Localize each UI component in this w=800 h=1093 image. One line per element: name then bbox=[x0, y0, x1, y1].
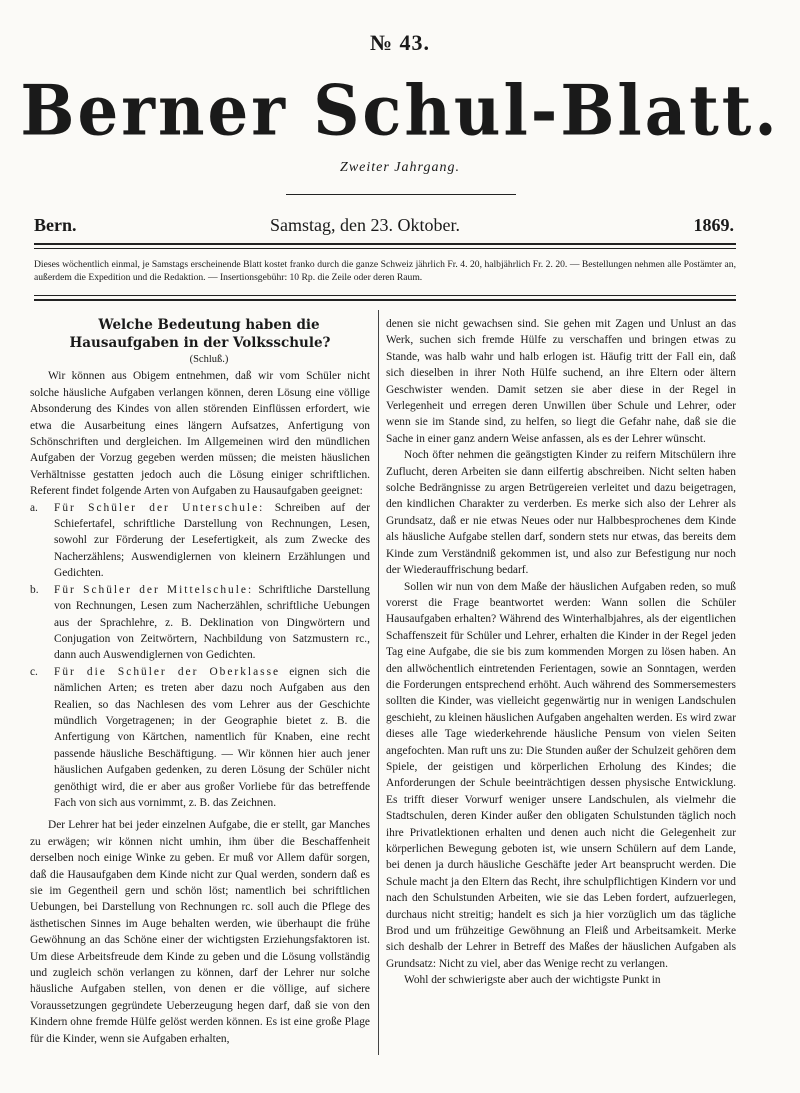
place: Bern. bbox=[34, 215, 77, 235]
newspaper-title: Berner Schul-Blatt. bbox=[20, 70, 780, 152]
list-heading: Für Schüler der Mittelschule: bbox=[54, 583, 254, 596]
intro-paragraph: Wir können aus Obigem entnehmen, daß wir vom Schüler nicht solche häusliche Aufgaben verlangen können, deren Lösung eine völlige Absonderung des Kindes von allen störenden Einflüssen erfordert, wie etwa die Ausarbeitung eines längern Aufsatzes, Anfertigung von Schönschriften und dergleichen. Im Allgemeinen wird den mündlichen Aufgaben der Vorzug gegeben werden müssen; die meisten häuslichen Verhältnisse gestatten jedoch auch die Lösung einiger schriftlichen. Referent findet folgende Arten von Aufgaben zu Hausaufgaben geeignet: bbox=[30, 370, 370, 498]
body-paragraph: Der Lehrer hat bei jeder einzelnen Aufgabe, die er stellt, gar Manches zu erwägen; wir können nicht umhin, ihm über die Beschaffenheit derselben noch einige Winke zu geben. Er muß vor Allem dafür sorgen, daß die Hausaufgaben dem Kinde nicht zur Qual werden, sondern daß es sie im Gegentheil gern und schön löst; namentlich bei schriftlichen Uebungen, bei Darstellung von Rechnungen rc. soll auch die Pflege des ästhetischen Sinnes im Auge behalten werden, wie überhaupt die frühe Gewöhnung an das Schöne einer der wichtigsten Erziehungsfaktoren ist. Um diese Arbeitsfreude dem Kinde zu geben und die Lösung vollständig und zugleich schön verlangen zu können, darf der Lehrer nur solche häusliche Aufgaben stellen, von denen er die völlige, auf sichere Voraussetzungen gegründete Ueberzeugung hegen darf, daß sie von den Kindern ohne fremde Hülfe gelöst werden können. Es ist eine große Plage für die Kinder, wenn sie Aufgaben erhalten, bbox=[30, 819, 370, 1045]
list-heading: Für die Schüler der Oberklasse bbox=[54, 665, 281, 678]
top-double-rule bbox=[34, 243, 736, 249]
body-paragraph: Sollen wir nun von dem Maße der häuslichen Aufgaben reden, so muß vorerst die Frage beantwortet werden: Wann sollen die Schüler Hausaufgaben erhalten? Während des Winterhalbjahres, als der eigentlichen Schaffenszeit für Schüler und Lehrer, erhalten die Kinder in der Regel jeden Tag eine Aufgabe, die sie bis zum kommenden Morgen zu lösen haben. An den allwöchentlich eintretenden Ferientagen, sowie an Sonntagen, werden die Forderungen entsprechend erhöht. Auch während des Sommersemesters sollten die Kinder, was vielleicht gegenwärtig nur in wenigen Landschulen geschieht, zu kleinen häuslichen Aufgaben angehalten werden. Es wird zwar dieses alle Tage wiederkehrende häusliche Pensum von vielen Seiten angefochten. Man ruft uns zu: Die Stunden außer der Schulzeit gehören dem Spiele, der geistigen und körperlichen Erholung des Kindes; die Anforderungen der Schule beeinträchtigen dessen physische Entwicklung. Es trifft dieser Vorwurf weniger unsere Landschulen, als vielmehr die Stadtschulen, deren Kinder außer den obligaten Schulstunden täglich noch ihre Privatlektionen erhalten und denen auch nicht die Gelegenheit zur körperlichen Bewegung geboten ist, wie unsern Schülern auf dem Lande, bei denen ja durch häusliche Geschäfte jeder Art beansprucht werden. Die Schule macht ja den Eltern das Recht, ihre schulpflichtigen Kindern vor und nach den Schulstunden Arbeiten, wie sie das Leben fordert, aufzuerlegen, durchaus nicht streitig; handelt es sich ja hier vorzüglich um das tägliche Brod und um frühzeitige Gewöhnung an Fleiß und Arbeitsamkeit. Merke sich deshalb der Lehrer in Betreff des Maßes der häuslichen Aufgaben als Grundsatz: Nicht zu viel, aber das Wenige recht zu verlangen. bbox=[386, 580, 736, 970]
list-item bbox=[30, 500, 370, 582]
list-text: Schreiben auf der Schiefertafel, schriftliche Darstellung von Rechnungen, Lesen, sowohl zur Förderung der Lesefertigkeit, als zum Zwecke des Nacherzählens; Auswendiglernen von kleinern Erzählungen und Gedichten. bbox=[54, 501, 370, 580]
list-heading: Für Schüler der Unterschule: bbox=[54, 501, 265, 514]
issue-number: № 43. bbox=[369, 30, 431, 55]
list-label: a. bbox=[30, 501, 38, 514]
list-label: c. bbox=[30, 665, 38, 678]
list-item bbox=[30, 582, 370, 664]
volume-subtitle: Zweiter Jahrgang. bbox=[340, 160, 460, 175]
left-column bbox=[30, 316, 370, 1047]
subscription-notice: Dieses wöchentlich einmal, je Samstags erscheinende Blatt kostet franko durch die ganze Schweiz jährlich Fr. 4. 20, halbjährlich Fr. 2. 20. — Bestellungen nehmen alle Postämter an, außerdem die Expedition und die Redaktion. — Insertionsgebühr: 10 Rp. die Zeile oder deren Raum. bbox=[34, 259, 736, 283]
right-column bbox=[386, 316, 736, 989]
list-text: Schriftliche Darstellung von Rechnungen, Lesen zum Nacherzählen, schriftliche Uebungen aus der Sprachlehre, z. B. Deklination von Dingwörtern und Conjugation von Zeitwörtern, Nachbildung von Satzmustern rc., dann auch Auswendiglernen von Gedichten. bbox=[54, 583, 370, 662]
dateline bbox=[34, 215, 734, 237]
list-item bbox=[30, 664, 370, 812]
issue-date: Samstag, den 23. Oktober. bbox=[270, 215, 460, 235]
header-divider bbox=[286, 194, 516, 195]
body-paragraph: denen sie nicht gewachsen sind. Sie gehen mit Zagen und Unlust an das Werk, suchen sich fremde Hülfe zu verschaffen und bringen etwas zu Stande, was halb wahr und halb erlogen ist. Häufig tritt der Fall ein, daß sich dieselben in ihrer Noth Hülfe suchend, an ihre Eltern oder ältern Geschwister wenden. Damit setzen sie aber diese in der Regel in Verlegenheit und erregen deren Unwillen über Schule und Lehrer, oder wenn sie im Stande sind, zu helfen, so liegt die Gefahr nahe, daß sie die Sache in einer ganz andern Weise anfassen, als es der Lehrer wünscht. bbox=[386, 318, 736, 445]
body-paragraph: Noch öfter nehmen die geängstigten Kinder zu reifern Mitschülern ihre Zuflucht, deren Arbeiten sie dann eilfertig abschreiben. Nicht selten haben solche Bedrängnisse zu argen Betrügereien verleitet und dazu beigetragen, den kindlichen Charakter zu verderben. Es merke sich also der Lehrer als Grundsatz, daß er nie etwas Neues oder nur Halbbesprochenes dem Kinde als häusliche Aufgabe stellen darf, sondern stets nur etwas, das bereits dem Kinde zum Verständniß gekommen ist, und also zur Befestigung nur noch der Wiederauffrischung bedarf. bbox=[386, 449, 736, 577]
issue-year: 1869. bbox=[693, 215, 734, 235]
article-subtitle: (Schluß.) bbox=[189, 354, 229, 365]
list-label: b. bbox=[30, 583, 39, 596]
column-divider bbox=[378, 310, 379, 1055]
article-title: Welche Bedeutung haben die Hausaufgaben in der Volksschule? bbox=[69, 317, 331, 351]
body-paragraph: Wohl der schwierigste aber auch der wichtigste Punkt in bbox=[404, 974, 661, 987]
bottom-double-rule bbox=[34, 295, 736, 301]
list-text: eignen sich die nämlichen Arten; es treten aber dazu noch Aufgaben aus den Realien, so das Nachlesen des vom Lehrer aus der Geschichte mündlich Vorgetragenen; in der Geographie bietet z. B. die Anfertigung von Kärtchen, namentlich für Knaben, eine recht passende häusliche Beschäftigung. — Wir können hier auch jener häuslichen Aufgaben gedenken, zu deren Lösung der Schüler nicht genöthigt wird, die er aber aus großer Vorliebe für das betreffende Fach von sich aus vornimmt, z. B. das Zeichnen. bbox=[54, 665, 371, 809]
